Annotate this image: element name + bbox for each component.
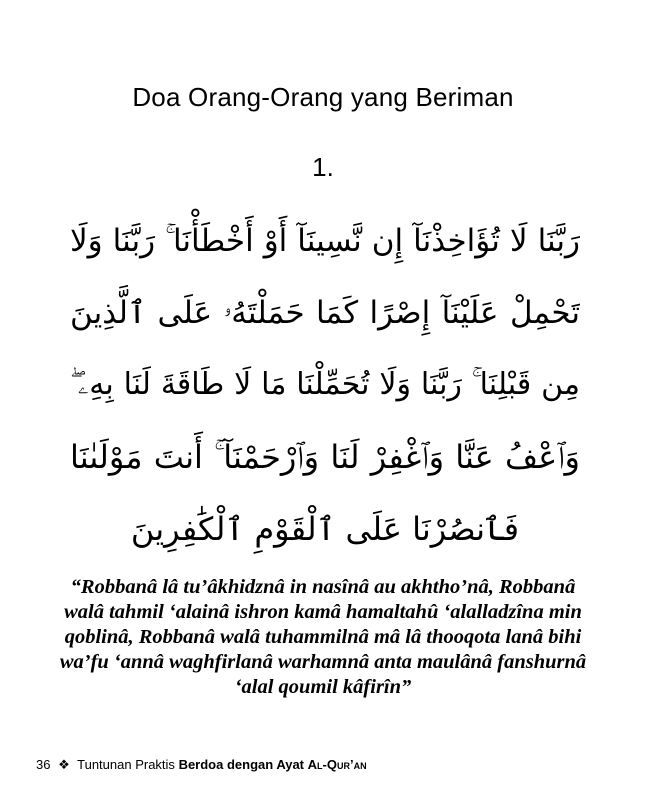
transliteration-line-1: “Robbanâ lâ tu’âkhidznâ in nasînâ au akhtho’nâ, Robbanâ [70,576,576,598]
book-title: Berdoa dengan Ayat [178,757,305,772]
arabic-line-2: تَحْمِلْ عَلَيْنَآ إِصْرًا كَمَا حَمَلْتَهُۥ عَلَى ٱلَّذِينَ [70,295,580,331]
transliteration-line-4: wa’fu ‘annâ waghfirlanâ warhamnâ anta maulânâ fanshurnâ [59,651,587,673]
arabic-line-4: وَٱعْفُ عَنَّا وَٱغْفِرْ لَنَا وَٱرْحَمْنَآ ۚ أَنتَ مَوْلَىٰنَا [70,438,580,476]
arabic-verse [70,205,580,565]
transliteration [40,575,606,700]
page-footer [36,757,367,773]
book-title-suffix: Al-Qur’an [307,757,367,772]
transliteration-line-5: ‘alal qoumil kâfirîn” [234,676,412,698]
series-name: Tuntunan Praktis [77,757,175,772]
arabic-line-1: رَبَّنَا لَا تُؤَاخِذْنَآ إِن نَّسِينَآ أَوْ أَخْطَأْنَا ۚ رَبَّنَا وَلَا [70,223,580,259]
page-number: 36 [36,757,51,772]
page-title: Doa Orang-Orang yang Beriman [132,82,514,112]
item-number: 1. [312,152,334,182]
transliteration-line-3: qoblinâ, Robbanâ walâ tuhammilnâ mâ lâ thooqota lanâ bihi [64,626,582,648]
transliteration-line-2: walâ tahmil ‘alainâ ishron kamâ hamaltahû ‘alalladzîna min [64,601,582,623]
arabic-line-5: فَٱنصُرْنَا عَلَى ٱلْقَوْمِ ٱلْكَٰفِرِينَ [130,510,520,548]
diamond-ornament-icon: ❖ [58,757,70,772]
arabic-line-3: مِن قَبْلِنَا ۚ رَبَّنَا وَلَا تُحَمِّلْنَا مَا لَا طَاقَةَ لَنَا بِهِۦ ۖ [70,367,580,402]
